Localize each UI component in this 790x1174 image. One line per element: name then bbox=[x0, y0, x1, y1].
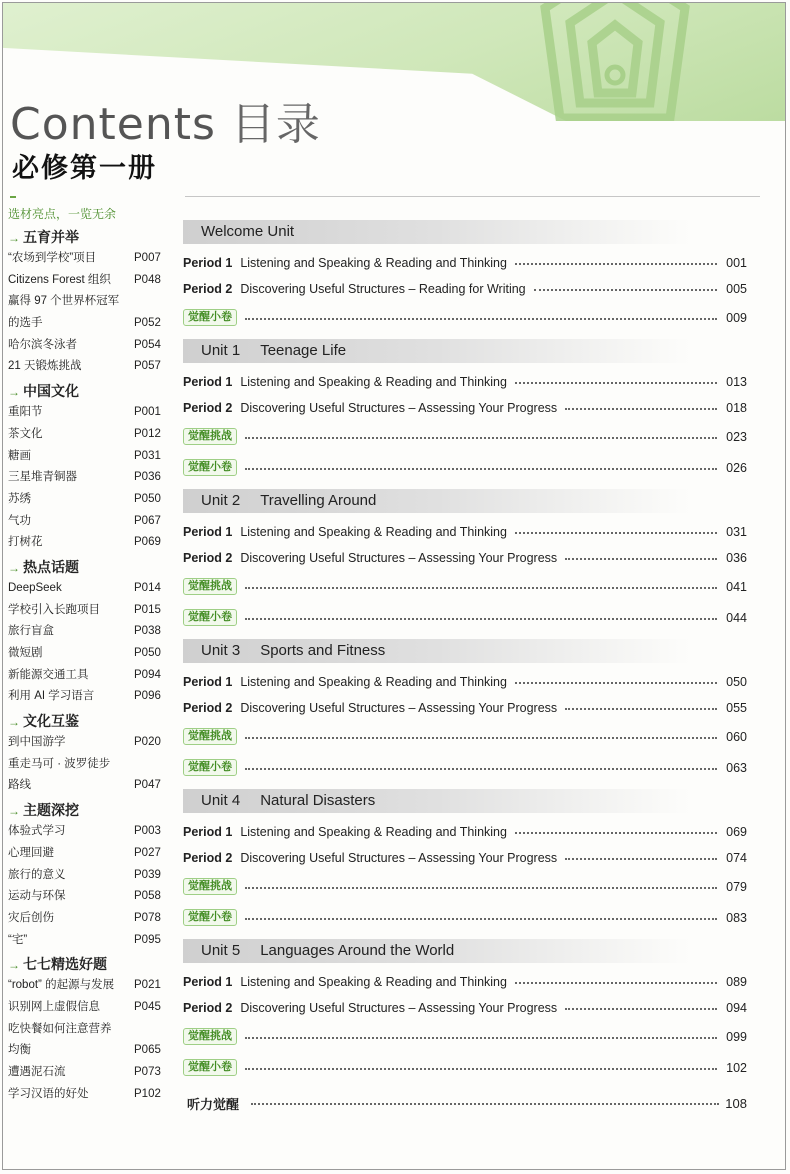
dot-leader bbox=[245, 918, 717, 920]
sidebar-item[interactable] bbox=[8, 1084, 166, 1106]
sidebar-item-page bbox=[134, 291, 166, 313]
period-row[interactable] bbox=[183, 995, 747, 1021]
dot-leader bbox=[245, 768, 717, 770]
sidebar-item-label: 学习汉语的好处 bbox=[8, 1087, 89, 1100]
sidebar-item-page: P058 bbox=[134, 890, 161, 903]
unit-name: Sports and Fitness bbox=[260, 642, 386, 659]
sidebar-section-label: 中国文化 bbox=[23, 383, 79, 400]
sidebar-item-label: 赢得 97 个世界杯冠军 bbox=[8, 295, 120, 308]
page-number: 063 bbox=[726, 760, 747, 775]
period-title: Discovering Useful Structures – Reading for Writing bbox=[240, 282, 526, 296]
period-label: Period 1 bbox=[183, 525, 233, 539]
exercise-badge: 觉醒挑战 bbox=[183, 728, 237, 745]
sidebar-item-label: 识别网上虚假信息 bbox=[8, 1000, 100, 1013]
final-page: 108 bbox=[725, 1096, 747, 1111]
contents-list bbox=[183, 218, 747, 1087]
sidebar-item[interactable] bbox=[8, 621, 166, 643]
sidebar-item-page: P031 bbox=[134, 449, 161, 462]
sidebar-section-title bbox=[8, 226, 166, 248]
sidebar-item[interactable] bbox=[8, 775, 166, 797]
unit-code: Unit 2 bbox=[201, 492, 241, 509]
exercise-badge: 觉醒小卷 bbox=[183, 609, 237, 626]
sidebar-item-page: P054 bbox=[134, 338, 161, 351]
dot-leader bbox=[245, 1068, 717, 1070]
dot-leader bbox=[565, 1008, 717, 1010]
sidebar-item[interactable] bbox=[8, 997, 166, 1019]
sidebar-item-label: 糖画 bbox=[8, 449, 31, 462]
sidebar-item-label: 利用 AI 学习语言 bbox=[8, 690, 95, 703]
period-title: Discovering Useful Structures – Assessing Your Progress bbox=[240, 401, 558, 415]
sidebar-item-page: P003 bbox=[134, 825, 161, 838]
unit-header[interactable] bbox=[183, 789, 747, 813]
exercise-row[interactable] bbox=[183, 871, 747, 902]
sidebar-section-label: 文化互鉴 bbox=[23, 713, 79, 730]
sidebar-item-label: “robot” 的起源与发展 bbox=[8, 979, 115, 992]
sidebar-item-label: “农场到学校”项目 bbox=[8, 252, 97, 264]
exercise-badge: 觉醒挑战 bbox=[183, 878, 237, 895]
sidebar-item-page: P020 bbox=[134, 736, 161, 749]
sidebar-item-page bbox=[134, 1019, 166, 1041]
sidebar-item-label: 学校引入长跑项目 bbox=[8, 603, 100, 616]
exercise-row[interactable] bbox=[183, 302, 747, 333]
sidebar-item-page: P073 bbox=[134, 1066, 161, 1078]
sidebar-section-title bbox=[8, 953, 166, 975]
sidebar-item[interactable] bbox=[8, 643, 166, 665]
sidebar-item-label: DeepSeek bbox=[8, 581, 62, 594]
dot-leader bbox=[251, 1103, 719, 1105]
unit-header[interactable] bbox=[183, 939, 747, 963]
sidebar-item[interactable] bbox=[8, 1019, 166, 1041]
dot-leader bbox=[245, 618, 717, 620]
exercise-badge: 觉醒挑战 bbox=[183, 428, 237, 445]
sidebar-section-title bbox=[8, 380, 166, 402]
sidebar-item-page: P065 bbox=[134, 1044, 161, 1057]
page-number: 041 bbox=[726, 579, 747, 594]
sidebar-item-label: 路线 bbox=[8, 779, 31, 792]
period-row[interactable] bbox=[183, 545, 747, 571]
unit-spacer bbox=[183, 933, 747, 937]
sidebar-item-page: P014 bbox=[134, 581, 161, 594]
period-title: Listening and Speaking & Reading and Thinking bbox=[240, 256, 507, 270]
sidebar-item-page: P007 bbox=[134, 252, 161, 264]
period-row[interactable] bbox=[183, 969, 747, 995]
page-number: 099 bbox=[726, 1029, 747, 1044]
exercise-row[interactable] bbox=[183, 752, 747, 783]
sidebar-item-page: P048 bbox=[134, 273, 161, 286]
page-number: 036 bbox=[726, 551, 747, 565]
page-title bbox=[10, 88, 321, 152]
dot-leader bbox=[565, 858, 717, 860]
dot-leader bbox=[245, 887, 717, 889]
dot-leader bbox=[245, 587, 717, 589]
sidebar-item-label: 心理回避 bbox=[8, 846, 54, 859]
sidebar-item[interactable] bbox=[8, 600, 166, 622]
sidebar-item-label: 新能源交通工具 bbox=[8, 668, 89, 681]
sidebar-item-label: Citizens Forest 组织 bbox=[8, 273, 111, 286]
page-number: 060 bbox=[726, 729, 747, 744]
sidebar-item-label: 吃快餐如何注意营养 bbox=[8, 1022, 112, 1035]
exercise-badge: 觉醒小卷 bbox=[183, 1059, 237, 1076]
sidebar-item[interactable] bbox=[8, 732, 166, 754]
period-label: Period 1 bbox=[183, 825, 233, 839]
sidebar-item[interactable] bbox=[8, 489, 166, 511]
sidebar-item-label: 运动与环保 bbox=[8, 890, 66, 903]
sidebar-item-label: 遭遇泥石流 bbox=[8, 1066, 66, 1078]
dot-leader bbox=[515, 832, 717, 834]
sidebar-item-page: P078 bbox=[134, 911, 161, 924]
period-label: Period 1 bbox=[183, 675, 233, 689]
page-number: 069 bbox=[726, 825, 747, 839]
sidebar-item-page: P095 bbox=[134, 933, 161, 946]
sidebar-section-label: 热点话题 bbox=[23, 558, 79, 575]
period-title: Discovering Useful Structures – Assessing Your Progress bbox=[240, 701, 558, 715]
sidebar-item[interactable] bbox=[8, 975, 166, 997]
dot-leader bbox=[565, 708, 717, 710]
period-title: Discovering Useful Structures – Assessing Your Progress bbox=[240, 551, 558, 565]
unit-code: Unit 5 bbox=[201, 942, 241, 959]
exercise-badge: 觉醒小卷 bbox=[183, 309, 237, 326]
unit-code: Welcome Unit bbox=[201, 223, 295, 240]
sidebar-item-page: P001 bbox=[134, 406, 161, 419]
sidebar-item-label: 21 天锻炼挑战 bbox=[8, 360, 82, 373]
dot-leader bbox=[565, 408, 717, 410]
sidebar-item-page: P094 bbox=[134, 668, 161, 681]
exercise-row[interactable] bbox=[183, 571, 747, 602]
sidebar-item[interactable] bbox=[8, 886, 166, 908]
period-label: Period 2 bbox=[183, 551, 233, 565]
arrow-icon: → bbox=[8, 560, 20, 575]
unit-name: Travelling Around bbox=[260, 492, 377, 509]
sidebar-item-page: P015 bbox=[134, 603, 161, 616]
exercise-row[interactable] bbox=[183, 902, 747, 933]
period-label: Period 2 bbox=[183, 1001, 233, 1015]
period-title: Listening and Speaking & Reading and Thinking bbox=[240, 825, 507, 839]
exercise-badge: 觉醒挑战 bbox=[183, 578, 237, 595]
arrow-icon: → bbox=[8, 958, 20, 973]
sidebar-item-page: P052 bbox=[134, 317, 161, 330]
sidebar-item-label: 三星堆青铜器 bbox=[8, 471, 77, 484]
exercise-row[interactable] bbox=[183, 1052, 747, 1083]
period-title: Listening and Speaking & Reading and Thinking bbox=[240, 375, 507, 389]
unit-spacer bbox=[183, 1083, 747, 1087]
page-number: 055 bbox=[726, 701, 747, 715]
exercise-row[interactable] bbox=[183, 1021, 747, 1052]
sidebar-item[interactable] bbox=[8, 446, 166, 468]
sidebar-tagline: 选材亮点，一览无余 bbox=[8, 207, 117, 221]
period-title: Discovering Useful Structures – Assessing Your Progress bbox=[240, 1001, 558, 1015]
sidebar-item-label: 重阳节 bbox=[8, 406, 43, 419]
sidebar-item-page: P012 bbox=[134, 427, 161, 440]
page-number: 031 bbox=[726, 525, 747, 539]
sidebar-item[interactable] bbox=[8, 665, 166, 687]
sidebar-item-page: P045 bbox=[134, 1000, 161, 1013]
sidebar-item[interactable] bbox=[8, 686, 166, 708]
sidebar-item-page: P057 bbox=[134, 360, 161, 373]
sidebar-item[interactable] bbox=[8, 843, 166, 865]
sidebar-item-page: P102 bbox=[134, 1087, 161, 1100]
dot-leader bbox=[515, 682, 717, 684]
sidebar-item[interactable] bbox=[8, 402, 166, 424]
period-row[interactable] bbox=[183, 845, 747, 871]
sidebar-section-label: 七七精选好题 bbox=[23, 956, 107, 973]
sidebar-item-label: 旅行的意义 bbox=[8, 868, 66, 881]
sidebar-item-label: 微短剧 bbox=[8, 647, 43, 659]
sidebar-item-page: P038 bbox=[134, 625, 161, 638]
sidebar-item[interactable] bbox=[8, 578, 166, 600]
period-title: Discovering Useful Structures – Assessing Your Progress bbox=[240, 851, 558, 865]
exercise-row[interactable] bbox=[183, 602, 747, 633]
dot-leader bbox=[534, 289, 717, 291]
unit-name: Natural Disasters bbox=[260, 792, 376, 809]
exercise-row[interactable] bbox=[183, 452, 747, 483]
unit-spacer bbox=[183, 633, 747, 637]
dot-leader bbox=[565, 558, 717, 560]
page-number: 005 bbox=[726, 282, 747, 296]
unit-header[interactable] bbox=[183, 489, 747, 513]
sidebar-section-title bbox=[8, 556, 166, 578]
period-label: Period 2 bbox=[183, 701, 233, 715]
sidebar-item-label: 到中国游学 bbox=[8, 736, 66, 749]
sidebar-item[interactable] bbox=[8, 511, 166, 533]
sidebar-item[interactable] bbox=[8, 467, 166, 489]
sidebar-item-label: 旅行盲盒 bbox=[8, 625, 54, 638]
period-label: Period 1 bbox=[183, 375, 233, 389]
sidebar-item[interactable] bbox=[8, 532, 166, 554]
dot-leader bbox=[245, 468, 717, 470]
sidebar-item[interactable] bbox=[8, 930, 166, 952]
page-number: 018 bbox=[726, 401, 747, 415]
page-number: 013 bbox=[726, 375, 747, 389]
exercise-row[interactable] bbox=[183, 721, 747, 752]
period-row[interactable] bbox=[183, 395, 747, 421]
dot-leader bbox=[245, 437, 717, 439]
page-number: 083 bbox=[726, 910, 747, 925]
unit-spacer bbox=[183, 333, 747, 337]
page-number: 050 bbox=[726, 675, 747, 689]
arrow-icon: → bbox=[8, 804, 20, 819]
sidebar-item-page: P050 bbox=[134, 647, 161, 659]
sidebar-item-label: 的选手 bbox=[8, 317, 43, 330]
period-row[interactable] bbox=[183, 695, 747, 721]
title-english: Contents bbox=[10, 99, 216, 150]
unit-header[interactable] bbox=[183, 339, 747, 363]
sidebar-item[interactable] bbox=[8, 248, 166, 270]
exercise-badge: 觉醒小卷 bbox=[183, 909, 237, 926]
period-row[interactable] bbox=[183, 669, 747, 695]
page-number: 023 bbox=[726, 429, 747, 444]
sidebar-item-label: 苏绣 bbox=[8, 492, 31, 505]
sidebar-item-page: P021 bbox=[134, 979, 161, 992]
period-label: Period 2 bbox=[183, 401, 233, 415]
sidebar-item-label: 体验式学习 bbox=[8, 825, 66, 838]
page-number: 089 bbox=[726, 975, 747, 989]
sidebar-item-label: “宅” bbox=[8, 933, 28, 946]
sidebar-item-page: P069 bbox=[134, 536, 161, 549]
period-label: Period 1 bbox=[183, 256, 233, 270]
period-title: Listening and Speaking & Reading and Thinking bbox=[240, 975, 507, 989]
final-label: 听力觉醒 bbox=[187, 1097, 240, 1112]
period-label: Period 1 bbox=[183, 975, 233, 989]
period-title: Listening and Speaking & Reading and Thinking bbox=[240, 675, 507, 689]
unit-header[interactable] bbox=[183, 639, 747, 663]
period-label: Period 2 bbox=[183, 282, 233, 296]
unit-spacer bbox=[183, 483, 747, 487]
sidebar-item-page: P067 bbox=[134, 514, 161, 527]
sidebar-item[interactable] bbox=[8, 356, 166, 378]
page-number: 044 bbox=[726, 610, 747, 625]
dot-leader bbox=[515, 532, 717, 534]
period-row[interactable] bbox=[183, 369, 747, 395]
unit-code: Unit 1 bbox=[201, 342, 241, 359]
sidebar-item-page: P027 bbox=[134, 846, 161, 859]
sidebar-item-page: P047 bbox=[134, 779, 161, 792]
period-row[interactable] bbox=[183, 250, 747, 276]
sidebar-item-label: 灾后创伤 bbox=[8, 911, 54, 924]
sidebar-item[interactable] bbox=[8, 754, 166, 776]
unit-name: Teenage Life bbox=[260, 342, 347, 359]
page-number: 094 bbox=[726, 1001, 747, 1015]
sidebar-item-label: 打树花 bbox=[8, 536, 43, 549]
sidebar-dot bbox=[10, 196, 16, 198]
dot-leader bbox=[515, 263, 717, 265]
sidebar-section-title bbox=[8, 799, 166, 821]
sidebar-item-page: P036 bbox=[134, 471, 161, 484]
sidebar-item[interactable] bbox=[8, 424, 166, 446]
page-number: 009 bbox=[726, 310, 747, 325]
final-entry[interactable] bbox=[187, 1094, 747, 1113]
dot-leader bbox=[245, 1037, 717, 1039]
hexagon-spiral-icon bbox=[520, 3, 710, 121]
page-number: 074 bbox=[726, 851, 747, 865]
sidebar-item-label: 气功 bbox=[8, 514, 31, 527]
unit-name: Languages Around the World bbox=[260, 942, 455, 959]
sidebar-item-label: 均衡 bbox=[8, 1044, 31, 1057]
sidebar-item[interactable] bbox=[8, 1040, 166, 1062]
sidebar-item-page: P039 bbox=[134, 868, 161, 881]
title-chinese: 目录 bbox=[230, 99, 321, 150]
arrow-icon: → bbox=[8, 231, 20, 245]
exercise-badge: 觉醒小卷 bbox=[183, 759, 237, 776]
dot-leader bbox=[245, 318, 717, 320]
page-number: 001 bbox=[726, 256, 747, 270]
sidebar-item-label: 茶文化 bbox=[8, 427, 43, 440]
sidebar-section-label: 主题深挖 bbox=[23, 802, 79, 819]
arrow-icon: → bbox=[8, 385, 20, 400]
unit-code: Unit 3 bbox=[201, 642, 241, 659]
exercise-badge: 觉醒小卷 bbox=[183, 459, 237, 476]
period-title: Listening and Speaking & Reading and Thinking bbox=[240, 525, 507, 539]
dot-leader bbox=[515, 382, 717, 384]
page-number: 026 bbox=[726, 460, 747, 475]
sidebar-item-page: P050 bbox=[134, 492, 161, 505]
exercise-badge: 觉醒挑战 bbox=[183, 1028, 237, 1045]
unit-code: Unit 4 bbox=[201, 792, 241, 809]
period-label: Period 2 bbox=[183, 851, 233, 865]
period-row[interactable] bbox=[183, 819, 747, 845]
period-row[interactable] bbox=[183, 276, 747, 302]
period-row[interactable] bbox=[183, 519, 747, 545]
sidebar-item-label: 哈尔滨冬泳者 bbox=[8, 338, 77, 351]
unit-spacer bbox=[183, 783, 747, 787]
exercise-row[interactable] bbox=[183, 421, 747, 452]
unit-header[interactable] bbox=[183, 220, 747, 244]
arrow-icon: → bbox=[8, 715, 20, 730]
sidebar-item[interactable] bbox=[8, 313, 166, 335]
sidebar-section-title bbox=[8, 710, 166, 732]
sidebar-item[interactable] bbox=[8, 1062, 166, 1084]
sidebar-item[interactable] bbox=[8, 270, 166, 292]
sidebar-item[interactable] bbox=[8, 821, 166, 843]
sidebar-item[interactable] bbox=[8, 908, 166, 930]
volume-title: 必修第一册 bbox=[12, 153, 157, 184]
sidebar-item[interactable] bbox=[8, 865, 166, 887]
sidebar-section-label: 五育并举 bbox=[23, 229, 79, 245]
sidebar-item-label: 重走马可 · 波罗徒步 bbox=[8, 757, 111, 770]
sidebar-item-page: P096 bbox=[134, 690, 161, 703]
sidebar-item[interactable] bbox=[8, 335, 166, 357]
dot-leader bbox=[515, 982, 717, 984]
page-number: 079 bbox=[726, 879, 747, 894]
sidebar-item[interactable] bbox=[8, 291, 166, 313]
page-number: 102 bbox=[726, 1060, 747, 1075]
divider bbox=[185, 196, 760, 197]
dot-leader bbox=[245, 737, 717, 739]
sidebar-item-page bbox=[134, 754, 166, 776]
sidebar bbox=[8, 190, 166, 1105]
